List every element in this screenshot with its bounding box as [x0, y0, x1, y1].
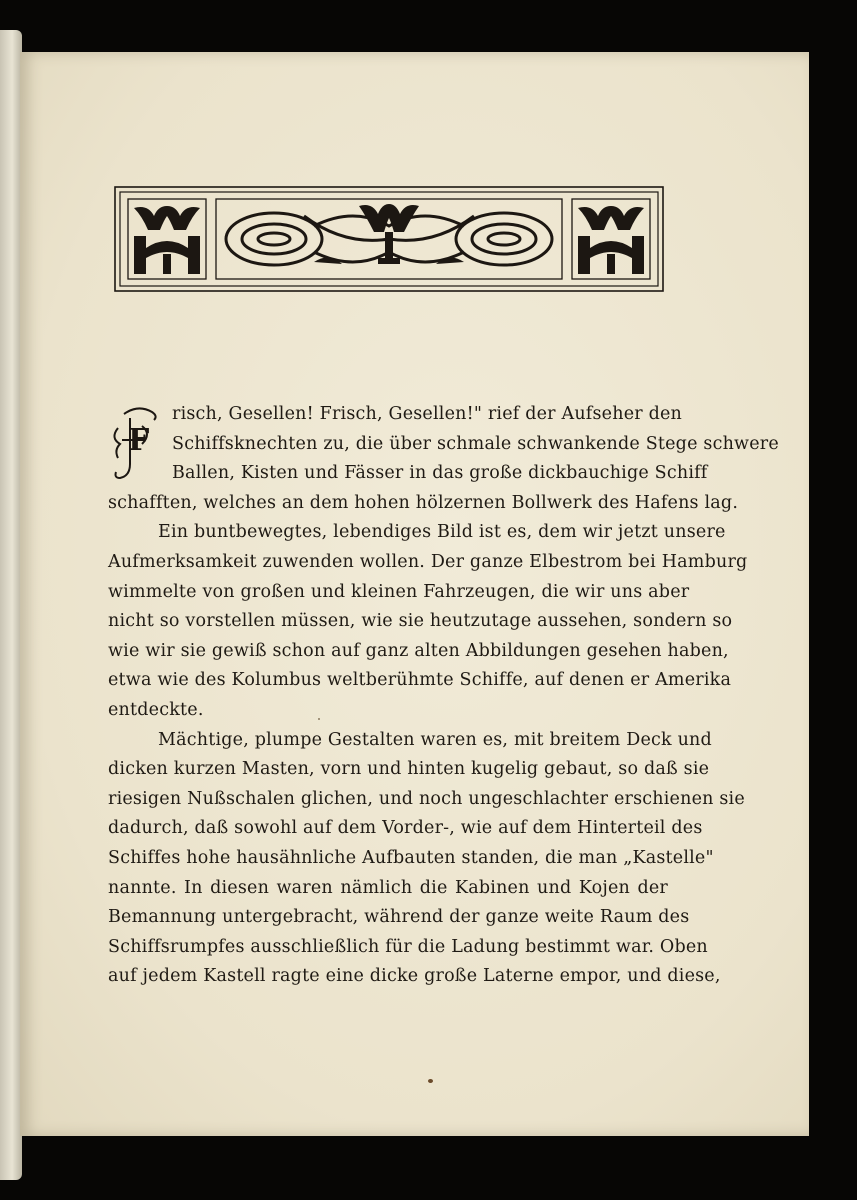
paper-speck — [318, 718, 320, 720]
paragraph-3 — [108, 726, 745, 992]
body-text — [108, 400, 779, 992]
text-line: dicken kurzen Masten, vorn und hinten kugelig gebaut, so daß sie — [108, 759, 710, 780]
book-binding — [0, 30, 22, 1180]
text-line: Ein buntbewegtes, lebendiges Bild ist es, dem wir jetzt unsere — [158, 522, 726, 543]
paragraph-1 — [108, 400, 779, 518]
ornamental-headpiece — [114, 186, 664, 292]
text-line: Aufmerksamkeit zuwenden wollen. Der ganze Elbestrom bei Hamburg — [108, 551, 748, 572]
text-line: entdeckte. — [108, 699, 204, 720]
dropcap-letter: F — [128, 423, 150, 458]
text-line: riesigen Nußschalen glichen, und noch ungeschlachter erschienen sie — [108, 788, 745, 809]
text-line: etwa wie des Kolumbus weltberühmte Schiffe, auf denen er Amerika — [108, 670, 732, 691]
decorated-initial — [112, 404, 162, 484]
text-line: Bemannung untergebracht, während der ganze weite Raum des — [108, 907, 690, 928]
text-line: Schiffsrumpfes ausschließlich für die Ladung bestimmt war. Oben — [108, 936, 708, 957]
paper-speck — [428, 1079, 433, 1083]
paragraph-2 — [108, 518, 748, 725]
text-line: risch, Gesellen! Frisch, Gesellen!" rief der Aufseher den — [172, 404, 683, 424]
text-line: nannte. In diesen waren nämlich die Kabinen und Kojen der — [108, 877, 668, 898]
text-line: Schiffsknechten zu, die über schmale schwankende Stege schwere — [172, 433, 779, 454]
text-line: Ballen, Kisten und Fässer in das große dickbauchige Schiff — [172, 463, 708, 484]
text-line: Schiffes hohe hausähnliche Aufbauten standen, die man „Kastelle" — [108, 847, 714, 868]
text-line: schafften, welches an dem hohen hölzernen Bollwerk des Hafens lag. — [108, 492, 739, 513]
text-line: dadurch, daß sowohl auf dem Vorder-, wie auf dem Hinterteil des — [108, 818, 703, 839]
text-line: auf jedem Kastell ragte eine dicke große Laterne empor, und diese, — [108, 966, 721, 987]
text-line: wie wir sie gewiß schon auf ganz alten Abbildungen gesehen haben, — [108, 640, 729, 661]
text-line: wimmelte von großen und kleinen Fahrzeugen, die wir uns aber — [108, 581, 690, 602]
text-line: nicht so vorstellen müssen, wie sie heutzutage aussehen, sondern so — [108, 611, 733, 632]
text-line: Mächtige, plumpe Gestalten waren es, mit breitem Deck und — [158, 729, 712, 750]
